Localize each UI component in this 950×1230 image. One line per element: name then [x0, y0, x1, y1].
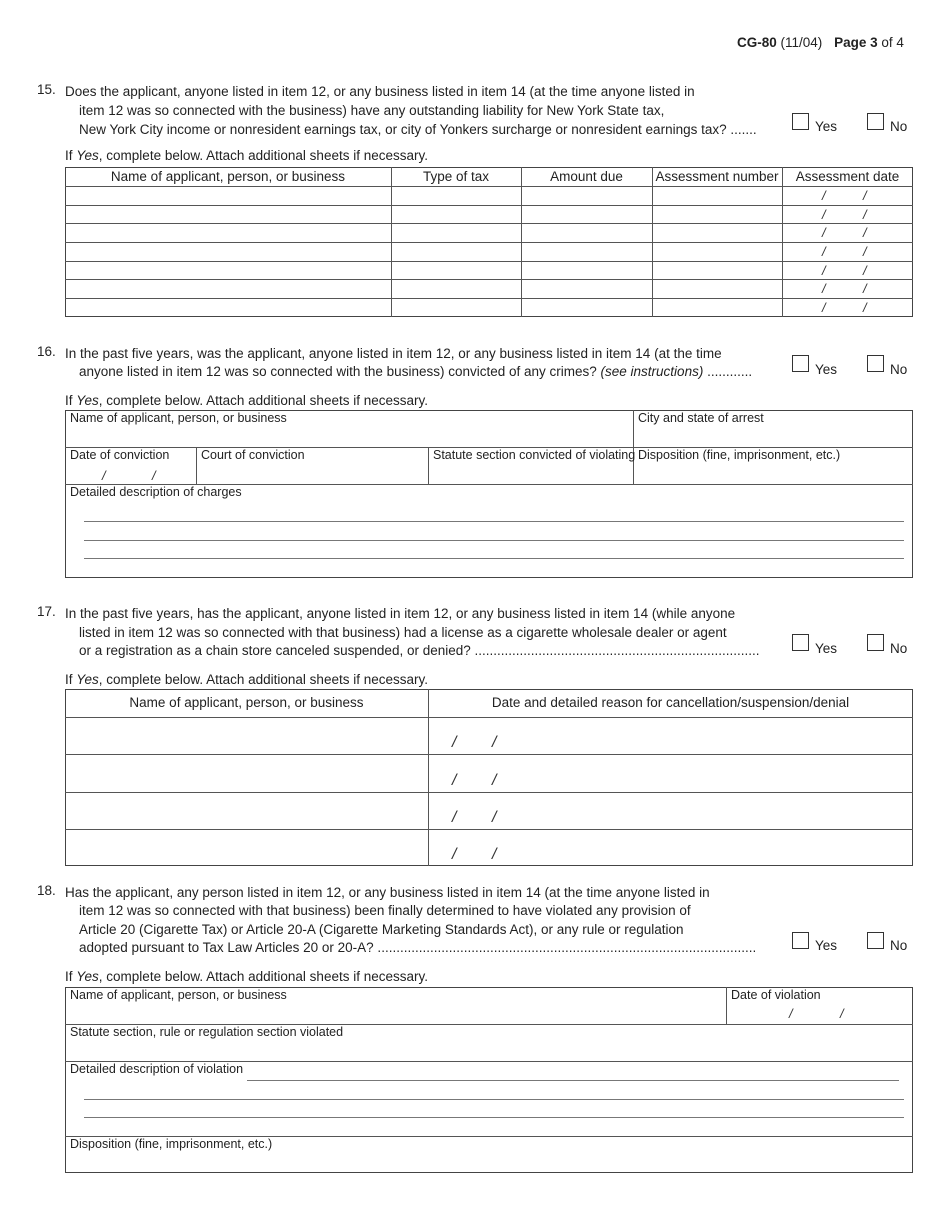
q15-yes-label: Yes [815, 119, 838, 134]
assessment-date-slash: / [863, 188, 867, 203]
q17-line1: In the past five years, has the applicant, anyone listed in item 12, or any business listed in item 14 (while anyone [65, 606, 736, 621]
q18-statute-label: Statute section, rule or regulation section violated [70, 1025, 344, 1039]
q18-date-slash: / [789, 1006, 793, 1021]
form-date: (11/04) [780, 35, 823, 50]
q17-table [65, 689, 913, 866]
assessment-date-slash: / [863, 263, 867, 278]
page-word: Page [834, 35, 867, 50]
q17-no-label: No [890, 641, 908, 656]
table-row [65, 792, 913, 793]
q18-date-label: Date of violation [731, 988, 821, 1002]
table-row [65, 205, 913, 206]
q16-if-yes-instruction: If Yes, complete below. Attach additional sheets if necessary. [65, 393, 428, 408]
assessment-date-slash: / [822, 207, 826, 222]
q18-line3: Article 20 (Cigarette Tax) or Article 20-A (Cigarette Marketing Standards Act), or any rule or regulation [79, 922, 684, 937]
q18-date-slash: / [840, 1006, 844, 1021]
q16-date-label: Date of conviction [70, 448, 170, 462]
table-row [65, 223, 913, 224]
q16-line2: anyone listed in item 12 was so connected with the business) convicted of any crimes? (see instructions) ............ [79, 364, 753, 379]
assessment-date-slash: / [822, 300, 826, 315]
q15-number: 15. [37, 82, 56, 97]
cancellation-date-slash: / [452, 809, 457, 826]
assessment-date-slash: / [822, 188, 826, 203]
assessment-date-slash: / [822, 281, 826, 296]
q15-line2: item 12 was so connected with the business) have any outstanding liability for New York State tax, [79, 103, 665, 118]
cancellation-date-slash: / [452, 772, 457, 789]
q17-col-reason: Date and detailed reason for cancellation/suspension/denial [491, 695, 850, 710]
q15-line3: New York City income or nonresident earnings tax, or city of Yonkers surcharge or nonresident earnings tax? ....... [79, 122, 757, 137]
q18-yes-label: Yes [815, 938, 838, 953]
q15-line1: Does the applicant, anyone listed in item 12, or any business listed in item 14 (at the time anyone listed in [65, 84, 695, 99]
cancellation-date-slash: / [452, 846, 457, 863]
q17-number: 17. [37, 604, 56, 619]
table-row [65, 242, 913, 243]
q16-charges-line[interactable] [84, 540, 904, 541]
q15-col-amount-due: Amount due [550, 169, 623, 184]
assessment-date-slash: / [822, 244, 826, 259]
q17-if-yes-instruction: If Yes, complete below. Attach additional sheets if necessary. [65, 672, 428, 687]
assessment-date-slash: / [863, 207, 867, 222]
cancellation-date-slash: / [492, 772, 497, 789]
q17-line3: or a registration as a chain store canceled suspended, or denied? ............................................................................ [79, 643, 760, 658]
q16-court-label: Court of conviction [201, 448, 305, 462]
q16-no-label: No [890, 362, 908, 377]
table-row [65, 717, 913, 718]
q18-col-divider [726, 987, 727, 1024]
table-row [65, 186, 913, 187]
cancellation-date-slash: / [492, 846, 497, 863]
q18-description-line[interactable] [84, 1117, 904, 1118]
cancellation-date-slash: / [452, 734, 457, 751]
q15-no-label: No [890, 119, 908, 134]
q18-no-label: No [890, 938, 908, 953]
table-row [65, 829, 913, 830]
assessment-date-slash: / [863, 225, 867, 240]
q16-name-label: Name of applicant, person, or business [70, 411, 287, 425]
table-row [65, 298, 913, 299]
q18-name-label: Name of applicant, person, or business [70, 988, 287, 1002]
q16-charges-label: Detailed description of charges [70, 485, 242, 499]
q17-yes-checkbox[interactable] [792, 634, 809, 651]
q18-description-line[interactable] [247, 1080, 899, 1081]
q15-col-name: Name of applicant, person, or business [110, 169, 346, 184]
q16-date-slash: / [102, 468, 106, 483]
q18-yes-checkbox[interactable] [792, 932, 809, 949]
form-id: CG-80 [737, 35, 777, 50]
q17-yes-label: Yes [815, 641, 838, 656]
table-row [65, 279, 913, 280]
q18-if-yes-instruction: If Yes, complete below. Attach additional sheets if necessary. [65, 969, 428, 984]
q17-line2: listed in item 12 was so connected with that business) had a license as a cigarette wholesale dealer or agent [79, 625, 727, 640]
assessment-date-slash: / [863, 281, 867, 296]
cancellation-date-slash: / [492, 734, 497, 751]
q16-charges-line[interactable] [84, 558, 904, 559]
q18-no-checkbox[interactable] [867, 932, 884, 949]
q16-city-label: City and state of arrest [638, 411, 764, 425]
q16-statute-label: Statute section convicted of violating [433, 448, 636, 462]
q16-col-divider [633, 410, 634, 484]
q18-disposition-label: Disposition (fine, imprisonment, etc.) [70, 1137, 273, 1151]
q17-col-divider [428, 689, 429, 866]
q18-line1: Has the applicant, any person listed in item 12, or any business listed in item 14 (at the time anyone listed in [65, 885, 710, 900]
q16-yes-label: Yes [815, 362, 838, 377]
q16-charges-line[interactable] [84, 521, 904, 522]
assessment-date-slash: / [822, 225, 826, 240]
q15-col-assessment-date: Assessment date [795, 169, 900, 184]
q15-col-type-of-tax: Type of tax [422, 169, 490, 184]
q16-number: 16. [37, 344, 56, 359]
q15-no-checkbox[interactable] [867, 113, 884, 130]
table-row [65, 754, 913, 755]
q16-line1: In the past five years, was the applicant, anyone listed in item 12, or any business listed in item 14 (at the time [65, 346, 722, 361]
q16-col-divider [428, 447, 429, 484]
q16-yes-checkbox[interactable] [792, 355, 809, 372]
assessment-date-slash: / [863, 244, 867, 259]
q16-disposition-label: Disposition (fine, imprisonment, etc.) [638, 448, 841, 462]
table-row [65, 261, 913, 262]
cancellation-date-slash: / [492, 809, 497, 826]
q18-description-line[interactable] [84, 1099, 904, 1100]
q16-no-checkbox[interactable] [867, 355, 884, 372]
assessment-date-slash: / [863, 300, 867, 315]
q15-col-assessment-number: Assessment number [655, 169, 779, 184]
q17-no-checkbox[interactable] [867, 634, 884, 651]
page-number: 3 [870, 35, 878, 50]
page-total: of 4 [881, 35, 904, 50]
page-header [737, 35, 904, 50]
q16-date-slash: / [152, 468, 156, 483]
q15-if-yes-instruction: If Yes, complete below. Attach additional sheets if necessary. [65, 148, 428, 163]
q15-yes-checkbox[interactable] [792, 113, 809, 130]
q18-line4: adopted pursuant to Tax Law Articles 20 or 20-A? ..................................................................................................... [79, 940, 757, 955]
assessment-date-slash: / [822, 263, 826, 278]
q18-line2: item 12 was so connected with that business) been finally determined to have violated any provision of [79, 903, 691, 918]
q18-description-label: Detailed description of violation [70, 1062, 244, 1076]
q17-col-name: Name of applicant, person, or business [129, 695, 364, 710]
q16-col-divider [196, 447, 197, 484]
q18-number: 18. [37, 883, 56, 898]
